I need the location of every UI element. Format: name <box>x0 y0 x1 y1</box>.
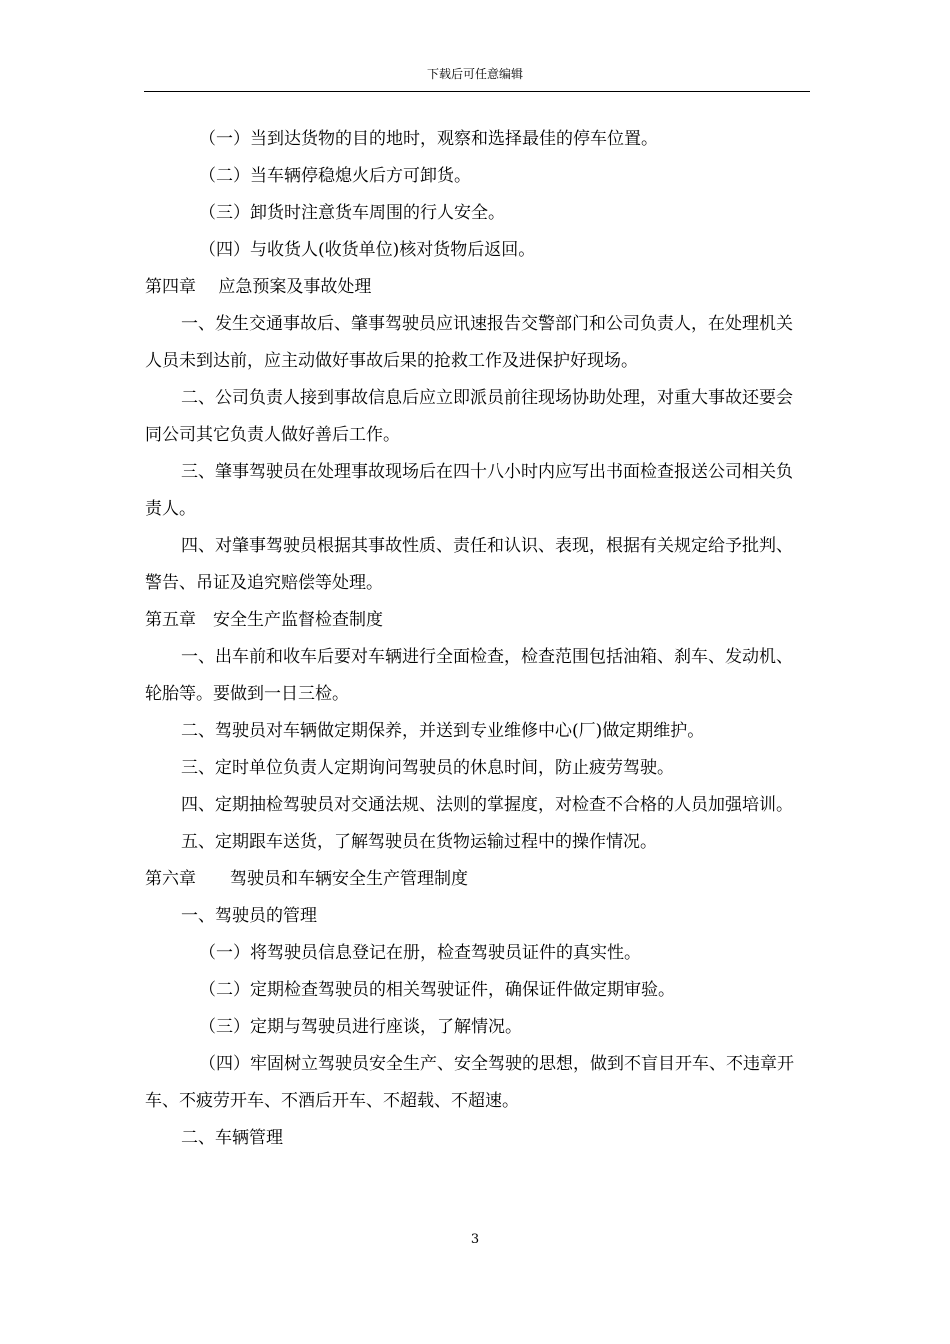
paragraph-driver-3: （三）定期与驾驶员进行座谈，了解情况。 <box>199 1017 522 1037</box>
paragraph-driver-4: （四）牢固树立驾驶员安全生产、安全驾驶的思想，做到不盲目开车、不违章开车、不疲劳开车、不酒后开车、不超载、不超速。 <box>145 1054 794 1111</box>
paragraph-unload-3: （三）卸货时注意货车周围的行人安全。 <box>199 203 505 223</box>
document-body <box>145 121 809 1157</box>
page-number: 3 <box>470 1232 480 1247</box>
section-driver-management: 一、驾驶员的管理 <box>181 906 317 926</box>
header-divider <box>144 91 810 92</box>
paragraph-driver-1: （一）将驾驶员信息登记在册，检查驾驶员证件的真实性。 <box>199 943 641 963</box>
paragraph-emergency-4: 四、对肇事驾驶员根据其事故性质、责任和认识、表现，根据有关规定给予批判、警告、吊证及追究赔偿等处理。 <box>145 536 793 593</box>
chapter-6-heading: 第六章 驾驶员和车辆安全生产管理制度 <box>145 869 468 889</box>
paragraph-inspection-3: 三、定时单位负责人定期询问驾驶员的休息时间，防止疲劳驾驶。 <box>181 758 674 778</box>
paragraph-emergency-2: 二、公司负责人接到事故信息后应立即派员前往现场协助处理，对重大事故还要会同公司其它负责人做好善后工作。 <box>145 388 793 445</box>
paragraph-unload-2: （二）当车辆停稳熄火后方可卸货。 <box>199 166 471 186</box>
page-header: 下载后可任意编辑 <box>426 67 523 81</box>
paragraph-inspection-1: 一、出车前和收车后要对车辆进行全面检查，检查范围包括油箱、刹车、发动机、轮胎等。要做到一日三检。 <box>145 647 793 704</box>
paragraph-unload-4: （四）与收货人(收货单位)核对货物后返回。 <box>199 240 536 260</box>
section-vehicle-management: 二、车辆管理 <box>181 1128 283 1148</box>
paragraph-unload-1: （一）当到达货物的目的地时，观察和选择最佳的停车位置。 <box>199 129 658 149</box>
paragraph-emergency-1: 一、发生交通事故后、肇事驾驶员应讯速报告交警部门和公司负责人，在处理机关人员未到达前，应主动做好事故后果的抢救工作及进保护好现场。 <box>145 314 793 371</box>
paragraph-inspection-5: 五、定期跟车送货，了解驾驶员在货物运输过程中的操作情况。 <box>181 832 657 852</box>
paragraph-inspection-2: 二、驾驶员对车辆做定期保养，并送到专业维修中心(厂)做定期维护。 <box>181 721 705 741</box>
chapter-5-heading: 第五章 安全生产监督检查制度 <box>145 610 383 630</box>
paragraph-driver-2: （二）定期检查驾驶员的相关驾驶证件，确保证件做定期审验。 <box>199 980 675 1000</box>
paragraph-inspection-4: 四、定期抽检驾驶员对交通法规、法则的掌握度，对检查不合格的人员加强培训。 <box>181 795 793 815</box>
paragraph-emergency-3: 三、肇事驾驶员在处理事故现场后在四十八小时内应写出书面检查报送公司相关负责人。 <box>145 462 793 519</box>
chapter-4-heading: 第四章 应急预案及事故处理 <box>145 277 372 297</box>
